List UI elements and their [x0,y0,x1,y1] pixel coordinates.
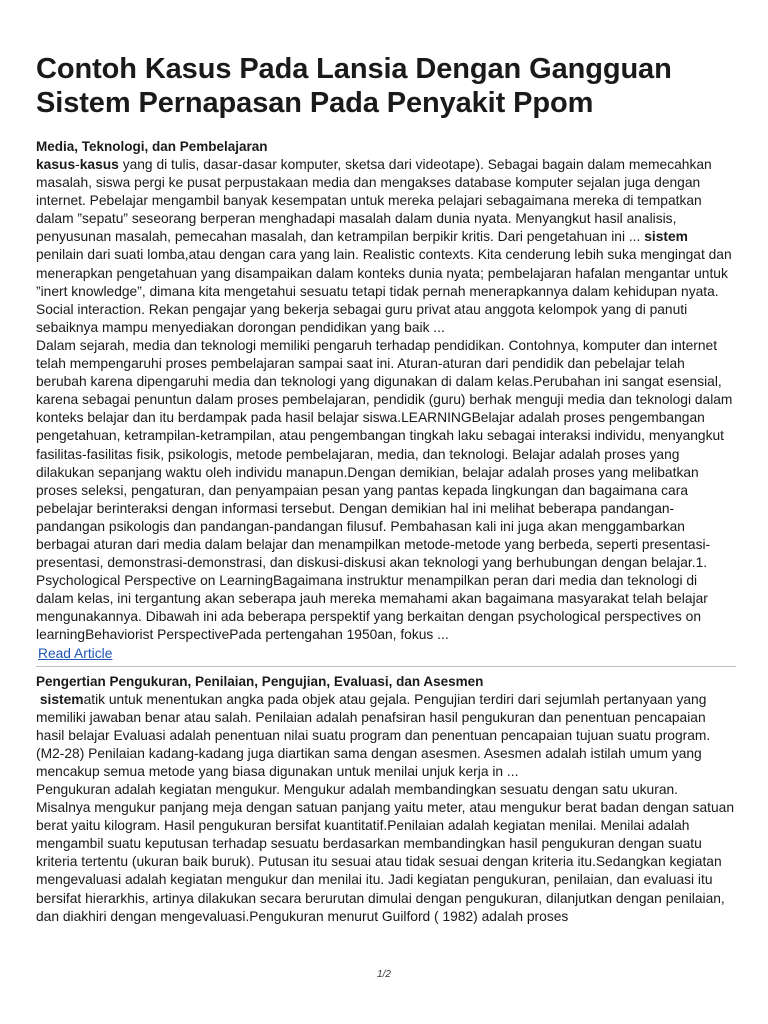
title-line-2: Sistem Pernapasan Pada Penyakit Ppom [36,87,594,119]
excerpt-text: atik untuk menentukan angka pada objek atau gejala. Pengujian terdiri dari sejumlah pertanyaan yang memiliki jawaban benar atau salah. Penilaian adalah penafsiran hasil pengukuran dan penentuan pencapaian hasil belajar Evaluasi adalah penentuan nilai suatu program dan penentuan pencapaian tujuan suatu program. (M2-28) Penilaian kadang-kadang juga diartikan sama dengan asesmen. Asesmen adalah istilah umum yang mencakup semua metode yang biasa digunakan untuk menilai unjuk kerja in ... [36,691,711,779]
section-divider [36,666,736,667]
body-paragraph: Dalam sejarah, media dan teknologi memiliki pengaruh terhadap pendidikan. Contohnya, komputer dan internet telah mempengaruhi proses pembelajaran sampai saat ini. Aturan-aturan dari pendidik dan pebelajar telah berubah karena dipengaruhi media dan teknologi yang digunakan di dalam kelas.Perubahan ini sangat esensial, karena sebagai penuntun dalam proses pembelajaran, pendidik (guru) berhak menguji media dan teknologi dalam konteks belajar dan itu berdampak pada hasil belajar siswa.LEARNINGBelajar adalah proses pengembangan pengetahuan, ketrampilan-ketrampilan, atau pengembangan tingkah laku sebagai interaksi individu, menyangkut fasilitas-fasilitas fisik, psikologis, metode pembelajaran, media, dan teknologi. Belajar adalah proses yang dilakukan sepanjang waktu oleh individu manapun.Dengan demikian, belajar adalah proses yang melibatkan proses seleksi, pengaturan, dan penyampaian pesan yang pantas kepada lingkungan dan bagaimana cara pebelajar berinteraksi dengan informasi tersebut. Dengan demikian hal ini melihat beberapa pandangan-pandangan psikologis dan pandangan-pandangan filusuf. Pembahasan kali ini juga akan menggambarkan berbagai aturan dari media dalam belajar dan menampilkan metode-metode yang berbeda, seperti presentasi-presentasi, demonstrasi-demonstrasi, dan diskusi-diskusi akan teknologi yang berhubungan dengan belajar.1. Psychological Perspective on LearningBagaimana instruktur menampilkan peran dari media dan teknologi di dalam kelas, ini tergantung akan seberapa jauh mereka memahami akan bagaimana masyarakat telah belajar mengunakannya. Dibawah ini ada beberapa perspektif yang berkaitan dengan psychological perspectives on learningBehaviorist PerspectivePada pertengahan 1950an, fokus ... [36,337,733,643]
title-line-1: Contoh Kasus Pada Lansia Dengan Gangguan [36,53,672,85]
excerpt-paragraph [36,691,736,781]
section-pengukuran [36,673,736,926]
page-indicator: 1/2 [377,969,391,980]
page-title [36,52,736,120]
body-paragraph: Pengukuran adalah kegiatan mengukur. Mengukur adalah membandingkan sesuatu dengan satu ukuran. Misalnya mengukur panjang meja dengan satuan panjang yaitu meter, atau mengukur berat badan dengan satuan berat yaitu kilogram. Hasil pengukuran bersifat kuantitatif.Penilaian adalah kegiatan menilai. Menilai adalah mengambil suatu keputusan terhadap sesuatu berdasarkan membandingkan hasil pengukuran dengan suatu kriteria tertentu (ukuran baik buruk). Putusan itu sesuai atau tidak sesuai dengan kriteria itu.Sedangkan kegiatan mengevaluasi adalah kegiatan mengukur dan menilai itu. Jadi kegiatan pengukuran, penilaian, dan evaluasi itu bersifat hierarkhis, artinya dilakukan secara berurutan dimulai dengan pengukuran, dilanjutkan dengan penilaian, dan diakhiri dengan mengevaluasi.Pengukuran menurut Guilford ( 1982) adalah proses [36,782,734,924]
read-article-link[interactable]: Read Article [38,645,113,661]
keyword-highlight: kasus [79,157,119,172]
keyword-highlight: sistem [39,691,84,707]
document-page [36,52,736,926]
excerpt-text: penilain dari suati lomba,atau dengan cara yang lain. Realistic contexts. Kita cenderung lebih suka mengingat dan menerapkan pengetahuan yang disampaikan dalam konteks dunia nyata; pembelajaran hafalan mengantar untuk ”inert knowledge”, dimana kita mengetahui sesuatu tetapi tidak pernah menerapkannya dalam kehidupan nyata. Social interaction. Rekan pengajar yang bekerja sebagai guru privat atau anggota kelompok yang di panuti sebaiknya mampu menyediakan dorongan pendidikan yang baik ... [36,247,732,335]
excerpt-text: yang di tulis, dasar-dasar komputer, sketsa dari videotape). Sebagai bagain dalam memecahkan masalah, siswa pergi ke pusat perpustakaan media dan mengakses database komputer sejalan juga dengan internet. Pebelajar mengambil banyak kesempatan untuk mereka pelajari sebagaimana mereka di tempatkan dalam ”sepatu” seseorang berperan menghadapi masalah dalam dunia nyata. Menyangkut hasil analisis, penyusunan masalah, pemecahan masalah, dan ketrampilan berpikir kritis. Dari pengetahuan ini ... [36,157,712,245]
excerpt-text: - [75,157,80,172]
section-title: Media, Teknologi, dan Pembelajaran [36,139,268,154]
excerpt-paragraph [36,156,736,337]
keyword-highlight: sistem [644,229,688,245]
section-media-teknologi [36,138,736,663]
keyword-highlight: kasus [36,157,76,172]
section-title: Pengertian Pengukuran, Penilaian, Pengujian, Evaluasi, dan Asesmen [36,673,484,689]
